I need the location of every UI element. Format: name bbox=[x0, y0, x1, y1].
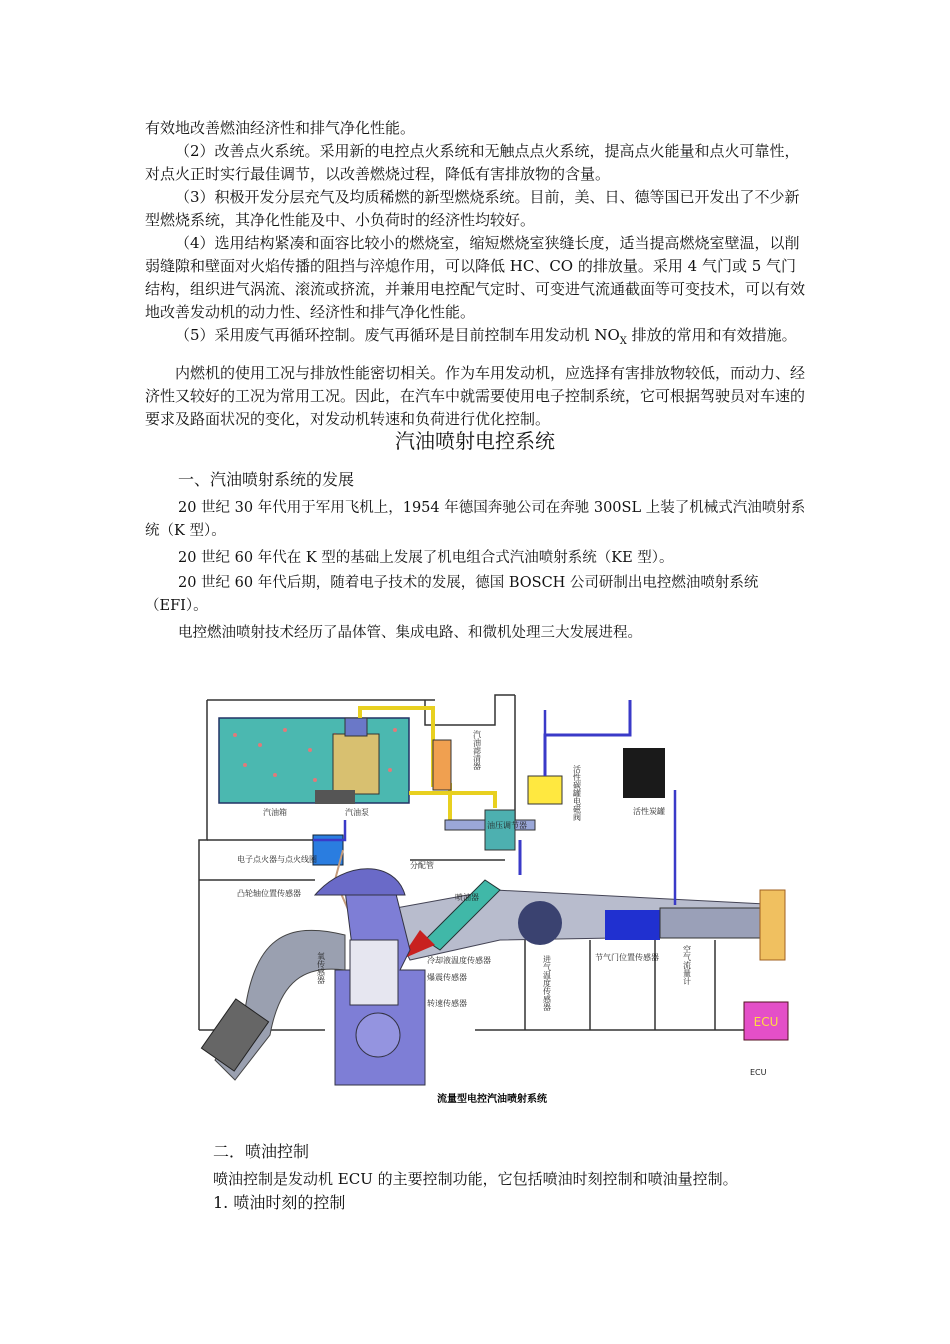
charcoal-canister bbox=[623, 748, 665, 798]
label-pump: 汽油泵 bbox=[345, 808, 369, 817]
label-canister-valve: 活性碳罐电磁阀 bbox=[572, 765, 582, 821]
history-3: 20 世纪 60 年代后期，随着电子技术的发展，德国 BOSCH 公司研制出电控燃油喷射系统（EFI）。 bbox=[145, 575, 759, 614]
label-speed: 转速传感器 bbox=[427, 999, 467, 1008]
paragraph-conditions: 内燃机的使用工况与排放性能密切相关。作为车用发动机，应选择有害排放物较低，而动力、经济性又较好的工况为常用工况。因此，在汽车中就需要使用电子控制系统，它可根据驾驶员对车速的要求及路面状况的变化，对发动机转速和负荷进行优化控制。 bbox=[145, 364, 806, 428]
label-ecu: ECU bbox=[750, 1068, 767, 1077]
label-injector: 喷油器 bbox=[455, 893, 479, 902]
air-filter bbox=[760, 890, 785, 960]
label-filter: 汽油滤清器 bbox=[472, 730, 482, 770]
fuel-tank bbox=[219, 718, 409, 803]
paragraph-injection-control: 喷油控制是发动机 ECU 的主要控制功能，它包括喷油时刻控制和喷油量控制。 bbox=[213, 1170, 738, 1188]
label-airflow: 空气流量计 bbox=[682, 945, 692, 985]
label-knock: 爆震传感器 bbox=[427, 973, 467, 982]
label-ignition: 电子点火器与点火线圈 bbox=[237, 855, 317, 864]
label-throttle: 节气门位置传感器 bbox=[595, 953, 659, 962]
history-4: 电控燃油喷射技术经历了晶体管、集成电路、和微机处理三大发展进程。 bbox=[178, 625, 642, 641]
section-title: 汽油喷射电控系统 bbox=[395, 429, 555, 453]
label-o2: 氧传感器 bbox=[316, 952, 326, 984]
efi-system-diagram bbox=[195, 690, 790, 1110]
label-intake-temp: 进气温度传感器 bbox=[542, 955, 552, 1011]
label-tank: 汽油箱 bbox=[263, 808, 287, 817]
nox-subscript: X bbox=[619, 336, 627, 347]
label-coolant: 冷却液温度传感器 bbox=[427, 956, 491, 965]
label-canister: 活性炭罐 bbox=[633, 807, 665, 816]
egr-text-b: 排放的常用和有效措施。 bbox=[626, 326, 797, 344]
paragraph-chamber: （4）选用结构紧凑和面容比较小的燃烧室，缩短燃烧室狭缝长度，适当提高燃烧室壁温，以削弱缝隙和壁面对火焰传播的阻挡与淬熄作用，可以降低 HC、CO 的排放量。采用 4 气门或 5 气门结构，组织进气涡流、滚流或挤流，并兼用电控配气定时、可变进气流通截面等可变技术，可以有效地改善发动机的动力性、经济性和排气净化性能。 bbox=[145, 234, 806, 321]
history-2: 20 世纪 60 年代在 K 型的基础上发展了机电组合式汽油喷射系统（KE 型）。 bbox=[178, 550, 674, 566]
throttle-body bbox=[518, 901, 562, 945]
heading-injection-control: 二．喷油控制 bbox=[213, 1142, 310, 1161]
ecu-box-label: ECU bbox=[753, 1015, 779, 1029]
paragraph-egr bbox=[145, 324, 810, 353]
heading-development: 一、汽油喷射系统的发展 bbox=[178, 470, 355, 489]
pressure-regulator bbox=[485, 810, 515, 850]
fuel-pump bbox=[333, 734, 379, 794]
label-cam: 凸轮轴位置传感器 bbox=[237, 889, 301, 898]
paragraph-combustion: （3）积极开发分层充气及均质稀燃的新型燃烧系统。目前，美、日、德等国已开发出了不少新型燃烧系统，其净化性能及中、小负荷时的经济性均较好。 bbox=[145, 188, 800, 229]
heading-injection-timing: 1. 喷油时刻的控制 bbox=[213, 1193, 346, 1212]
fuel-filter bbox=[433, 740, 451, 790]
paragraph-ignition: （2）改善点火系统。采用新的电控点火系统和无触点点火系统，提高点火能量和点火可靠性，对点火正时实行最佳调节，以改善燃烧过程，降低有害排放物的含量。 bbox=[145, 142, 800, 183]
canister-valve bbox=[528, 776, 562, 804]
throttle-sensor bbox=[605, 910, 660, 940]
history-1: 20 世纪 30 年代用于军用飞机上，1954 年德国奔驰公司在奔驰 300SL 上装了机械式汽油喷射系统（K 型）。 bbox=[145, 500, 806, 539]
diagram-caption: 流量型电控汽油喷射系统 bbox=[437, 1094, 547, 1105]
egr-text-a: （5）采用废气再循环控制。废气再循环是目前控制车用发动机 NO bbox=[175, 326, 620, 344]
label-regulator: 油压调节器 bbox=[487, 821, 527, 830]
label-rail: 分配管 bbox=[410, 861, 434, 870]
paragraph-1: 有效地改善燃油经济性和排气净化性能。 bbox=[145, 119, 416, 137]
